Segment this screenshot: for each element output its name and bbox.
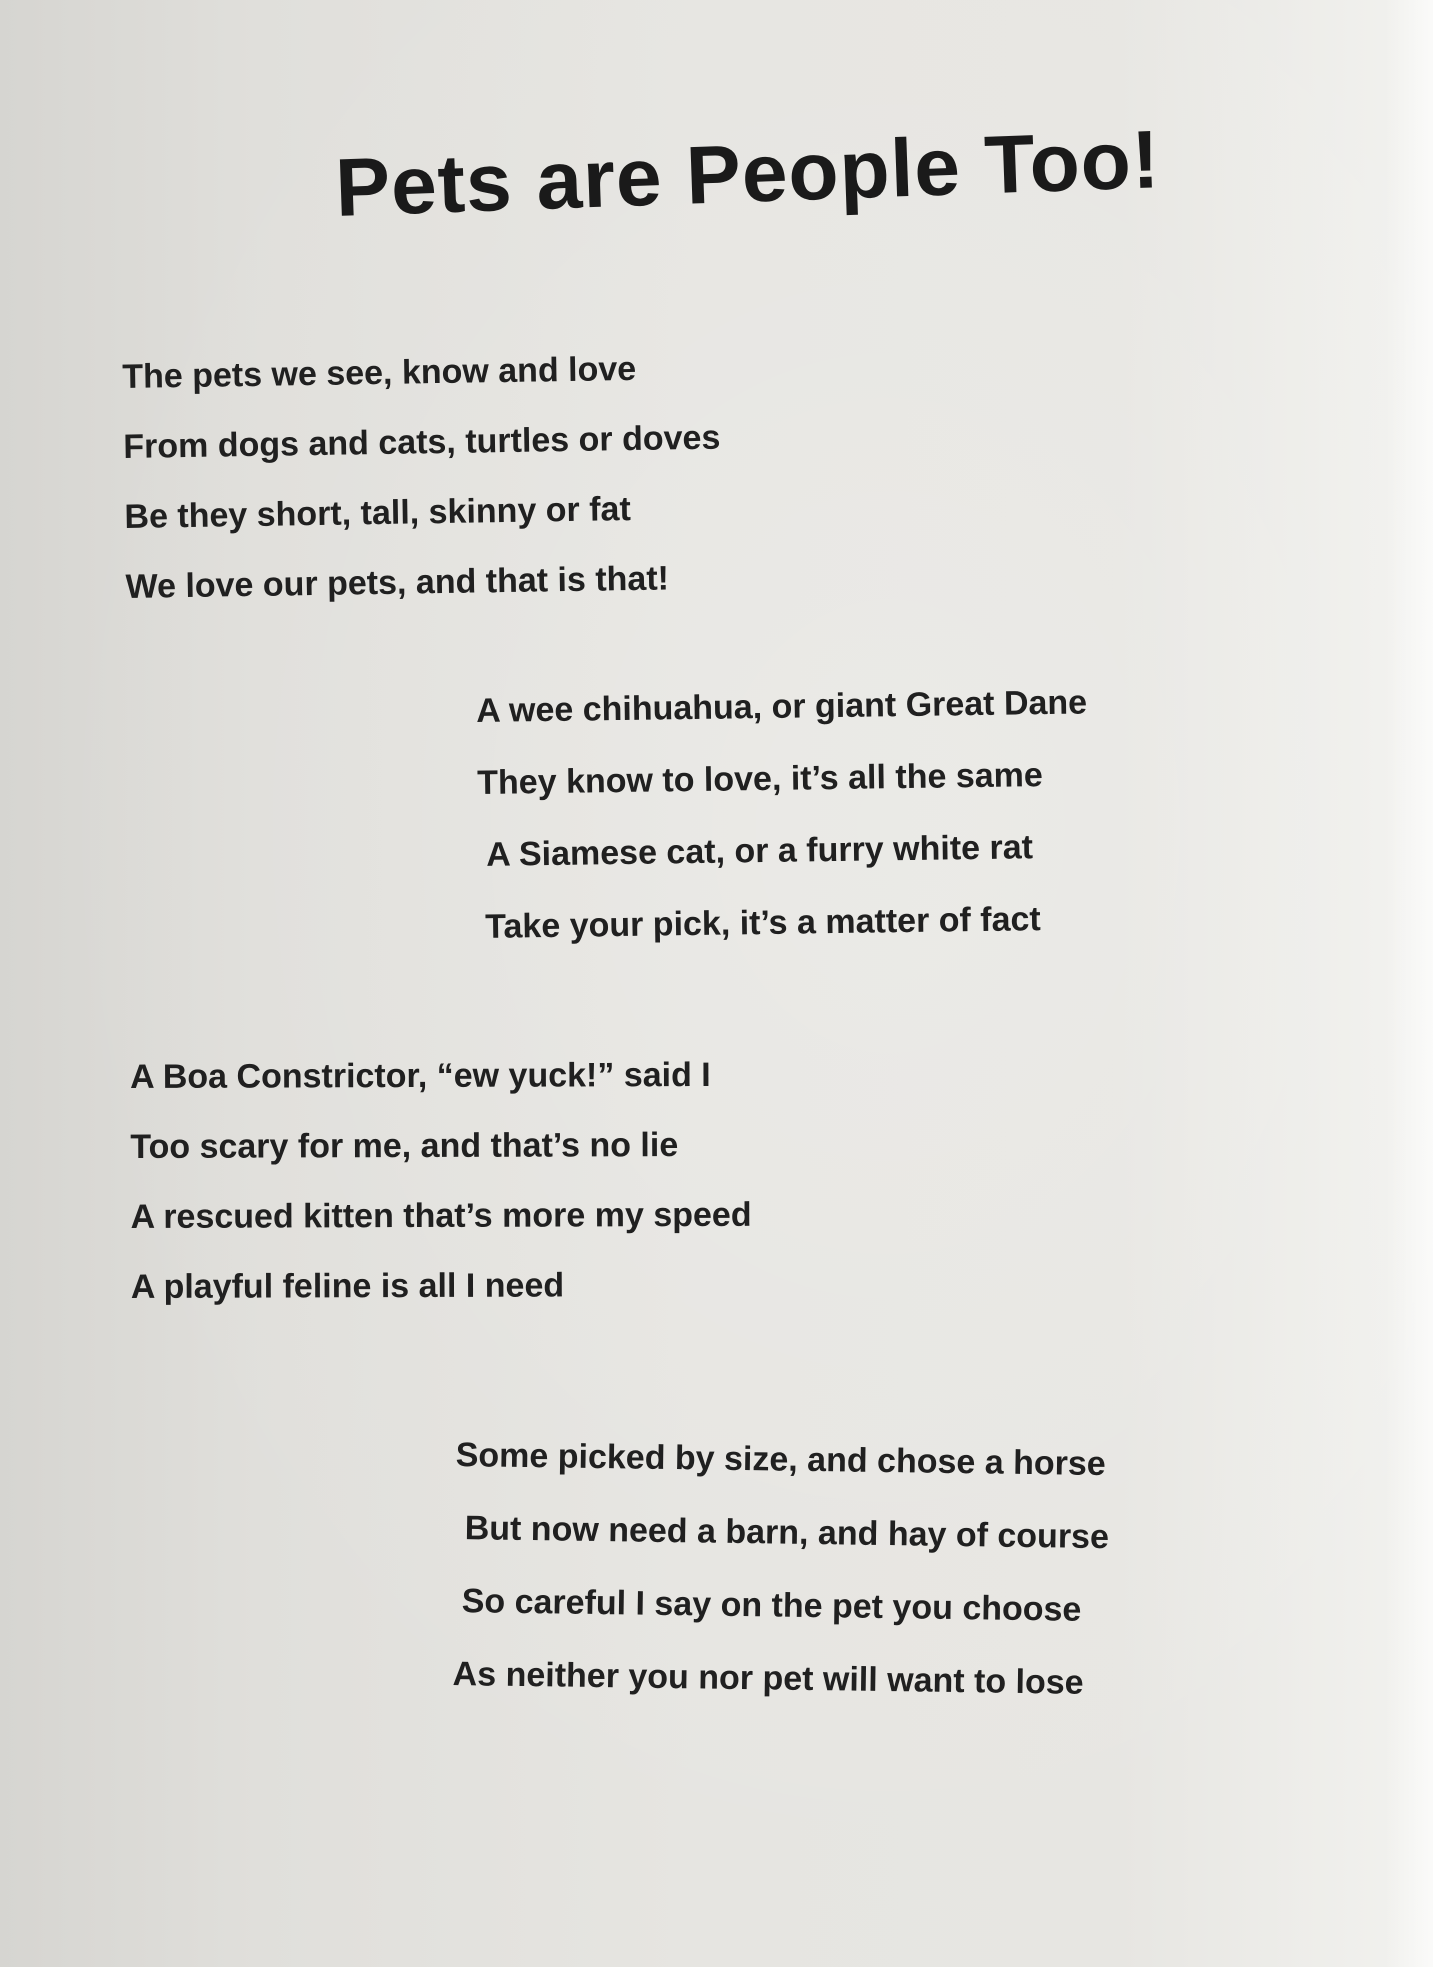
poem-line: A rescued kitten that’s more my speed [130,1195,752,1236]
poem-line: They know to love, it’s all the same [476,756,1044,802]
stanza-4 [452,1438,1110,1739]
stanza-1 [122,351,723,640]
poem-line: A Siamese cat, or a furry white rat [485,828,1034,874]
poem-line: A Boa Constrictor, “ew yuck!” said I [129,1055,711,1096]
poem-line: Some picked by size, and chose a horse [455,1436,1106,1484]
poem-line: A wee chihuahua, or giant Great Dane [475,683,1088,730]
poem-line: Be they short, tall, skinny or fat [124,490,632,536]
poem-line: But now need a barn, and hay of course [464,1509,1110,1557]
poem-line: Too scary for me, and that’s no lie [130,1126,679,1166]
poem-line: We love our pets, and that is that! [125,559,670,606]
poem-line: Take your pick, it’s a matter of fact [484,900,1041,946]
poem-line: As neither you nor pet will want to lose [452,1654,1084,1702]
stanza-2 [476,685,1091,982]
stanza-3 [129,1055,752,1340]
poem-line: A playful feline is all I need [130,1266,565,1306]
poem-line: From dogs and cats, turtles or doves [123,418,721,466]
poem-line: The pets we see, know and love [121,349,637,396]
poem-line: So careful I say on the pet you choose [461,1582,1082,1629]
poem-title: Pets are People Too! [333,114,1162,234]
